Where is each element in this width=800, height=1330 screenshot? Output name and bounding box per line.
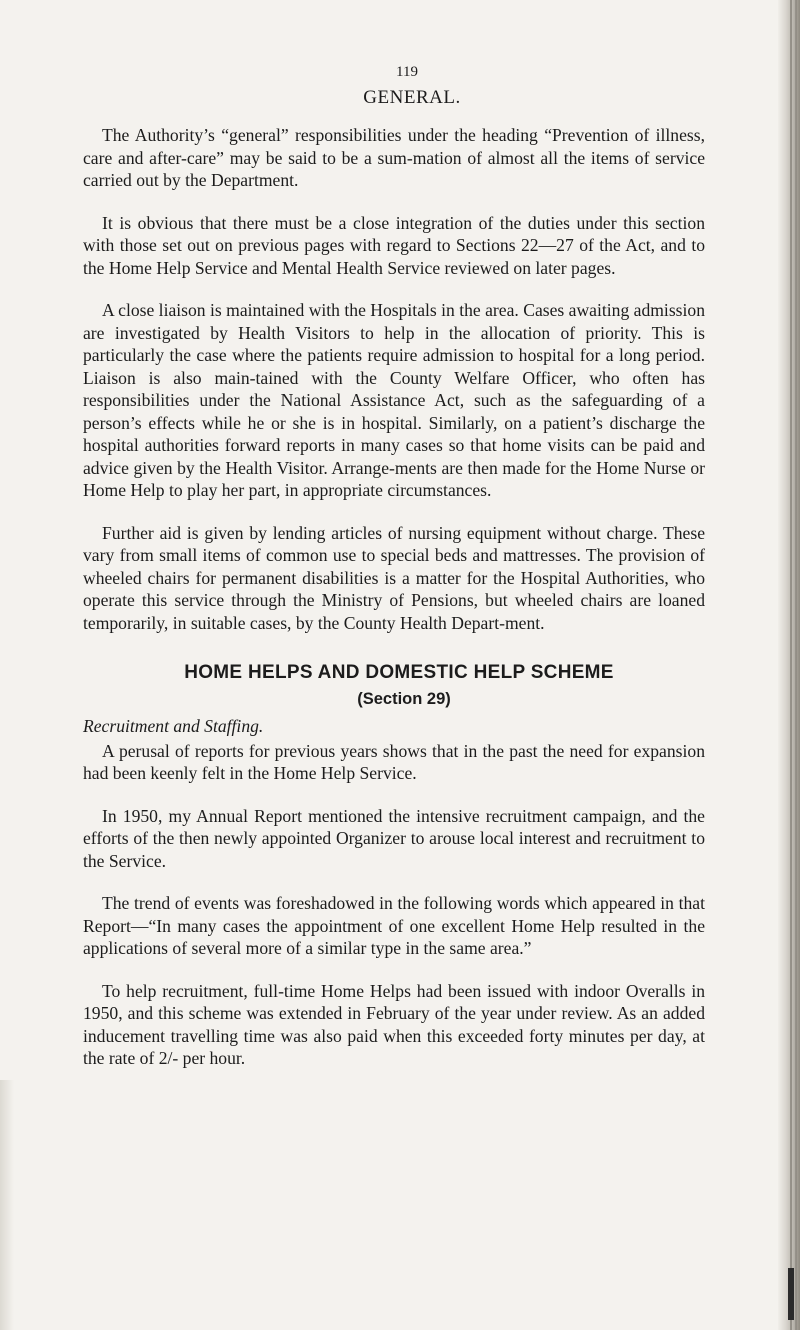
general-heading: GENERAL. bbox=[363, 87, 461, 108]
home-helps-heading: HOME HELPS AND DOMESTIC HELP SCHEME bbox=[184, 662, 614, 683]
scan-shadow bbox=[0, 1080, 14, 1330]
home-helps-paragraph-1: A perusal of reports for previous years shows that in the past the need for expansion had been keenly felt in the Home Help Service. bbox=[83, 740, 705, 783]
home-helps-paragraph-4: To help recruitment, full-time Home Helps had been issued with indoor Overalls in 1950, and this scheme was extended in February of the year under review. As an added inducement travelling time was also paid when this exceeded forty minutes per day, at the rate of 2/- per hour. bbox=[83, 980, 705, 1068]
page-content bbox=[83, 64, 705, 1070]
scan-edge-line bbox=[790, 0, 792, 1330]
general-paragraph-3: A close liaison is maintained with the Hospitals in the area. Cases awaiting admission are investigated by Health Visitors to help in the allocation of priority. This is particularly the case where the patients require admission to hospital for a long period. Liaison is also main-tained with the County Welfare Officer, who often has responsibilities under the National Assistance Act, such as the safeguarding of a person’s effects while he or she is in hospital. Similarly, on a patient’s discharge the hospital authorities forward reports in many cases so that home visits can be paid and advice given by the Health Visitor. Arrange-ments are then made for the Home Nurse or Home Help to play her part, in appropriate circumstances. bbox=[83, 300, 705, 500]
scan-edge-line bbox=[795, 0, 797, 1330]
home-helps-paragraph-3: The trend of events was foreshadowed in the following words which appeared in that Report—“In many cases the appointment of one excellent Home Help resulted in the applications of several more of a similar type in the same area.” bbox=[83, 893, 705, 958]
recruitment-subheading: Recruitment and Staffing. bbox=[83, 716, 264, 736]
scan-edge-mark bbox=[788, 1268, 794, 1320]
general-paragraph-2: It is obvious that there must be a close integration of the duties under this section with those set out on previous pages with regard to Sections 22—27 of the Act, and to the Home Help Service and Mental Health Service reviewed on later pages. bbox=[83, 212, 705, 278]
home-helps-paragraph-2: In 1950, my Annual Report mentioned the intensive recruitment campaign, and the efforts of the then newly appointed Organizer to arouse local interest and recruitment to the Service. bbox=[83, 805, 705, 871]
page-number: 119 bbox=[396, 64, 418, 80]
section-reference: (Section 29) bbox=[357, 690, 451, 708]
general-paragraph-1: The Authority’s “general” responsibilities under the heading “Prevention of illness, care and after-care” may be said to be a sum-mation of almost all the items of service carried out by the Department. bbox=[83, 125, 705, 190]
general-paragraph-4: Further aid is given by lending articles of nursing equipment without charge. These vary from small items of common use to special beds and mattresses. The provision of wheeled chairs for permanent disabilities is a matter for the Hospital Authorities, who operate this service through the Ministry of Pensions, but wheeled chairs are loaned temporarily, in suitable cases, by the County Health Depart-ment. bbox=[83, 522, 705, 633]
